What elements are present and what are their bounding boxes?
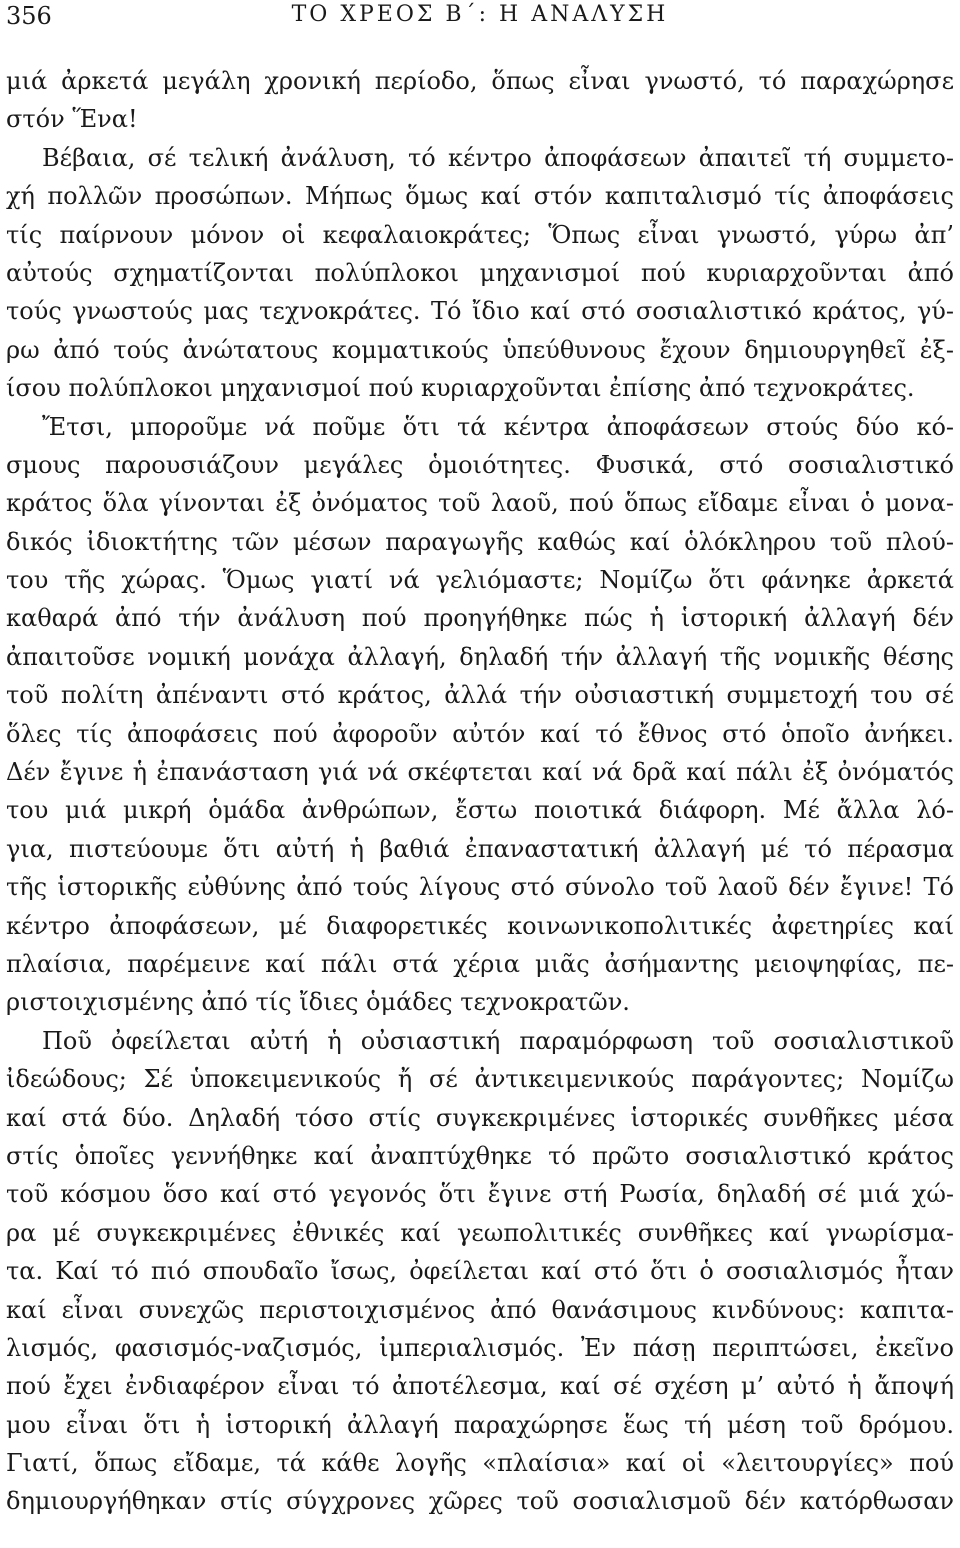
text-line: Βέβαια, σέ τελική ἀνάλυση, τό κέντρο ἀποφάσεων ἀπαιτεῖ τή συμμετο- [42, 143, 954, 172]
text-line: του μιά μικρή ὁμάδα ἀνθρώπων, ἔστω ποιοτικά διάφορη. Μέ ἄλλα λό- [6, 796, 954, 825]
text-line: Ποῦ ὀφείλεται αὐτή ἡ οὐσιαστική παραμόρφωση τοῦ σοσιαλιστικοῦ [42, 1026, 954, 1055]
text-line: αὐτούς σχηματίζονται πολύπλοκοι μηχανισμοί πού κυριαρχοῦνται ἀπό [6, 258, 954, 287]
text-line: μιά ἀρκετά μεγάλη χρονική περίοδο, ὅπως εἶναι γνωστό, τό παραχώρησε [6, 67, 954, 95]
text-line: πού ἔχει ἐνδιαφέρον εἶναι τό ἀποτέλεσμα, καί σέ σχέση μ’ αὐτό ἡ ἄποψή [6, 1372, 954, 1401]
text-line: ἀπαιτοῦσε νομική μονάχα ἀλλαγή, δηλαδή τήν ἀλλαγή τῆς νομικῆς θέσης [6, 642, 954, 671]
text-line: λισμός, φασισμός-ναζισμός, ἰμπεριαλισμός. Ἐν πάσῃ περιπτώσει, ἐκεῖνο [6, 1333, 954, 1362]
text-line: τίς παίρνουν μόνον οἱ κεφαλαιοκράτες; Ὅπως εἶναι γνωστό, γύρω ἀπ’ [6, 220, 954, 249]
text-line: καί στά δύο. Δηλαδή τόσο στίς συγκεκριμένες ἱστορικές συνθῆκες μέσα [6, 1103, 954, 1132]
text-line: δικός ἰδιοκτήτης τῶν μέσων παραγωγῆς καθώς καί ὁλόκληρου τοῦ πλού- [6, 527, 954, 556]
text-line: ρα μέ συγκεκριμένες ἐθνικές καί γεωπολιτικές συνθῆκες καί γνωρίσμα- [6, 1218, 954, 1247]
text-line: σμους παρουσιάζουν μεγάλες ὁμοιότητες. Φυσικά, στό σοσιαλιστικό [6, 450, 954, 479]
body-text [6, 62, 954, 1521]
text-line: ίσου πολύπλοκοι μηχανισμοί πού κυριαρχοῦνται ἐπίσης ἀπό τεχνοκράτες. [6, 374, 915, 403]
text-line: ὅλες τίς ἀποφάσεις πού ἀφοροῦν αὐτόν καί τό ἔθνος στό ὁποῖο ἀνήκει. [6, 719, 954, 748]
text-line: τοῦ κόσμου ὅσο καί στό γεγονός ὅτι ἔγινε στή Ρωσία, δηλαδή σέ μιά χώ- [6, 1180, 954, 1209]
text-line: κράτος ὅλα γίνονται ἐξ ὀνόματος τοῦ λαοῦ, πού ὅπως εἴδαμε εἶναι ὁ μονα- [6, 489, 954, 518]
text-line: Γιατί, ὅπως εἴδαμε, τά κάθε λογῆς «πλαίσια» καί οἱ «λειτουργίες» πού [6, 1449, 954, 1478]
text-line: κέντρο ἀποφάσεων, μέ διαφορετικές κοινωνικοπολιτικές ἀφετηρίες καί [6, 911, 954, 940]
page-header [6, 2, 954, 42]
text-line: χή πολλῶν προσώπων. Μήπως ὅμως καί στόν καπιταλισμό τίς ἀποφάσεις [6, 182, 954, 211]
text-line: τούς γνωστούς μας τεχνοκράτες. Τό ἴδιο καί στό σοσιαλιστικό κράτος, γύ- [6, 297, 954, 326]
text-line: ρω ἀπό τούς ἀνώτατους κομματικούς ὑπεύθυνους ἔχουν δημιουργηθεῖ ἐξ- [6, 335, 954, 364]
text-line: μου εἶναι ὅτι ἡ ἱστορική ἀλλαγή παραχώρησε ἕως τή μέση τοῦ δρόμου. [6, 1410, 954, 1439]
text-line: τῆς ἱστορικῆς εὐθύνης ἀπό τούς λίγους στό σύνολο τοῦ λαοῦ δέν ἔγινε! Τό [6, 873, 954, 902]
text-line: του τῆς χώρας. Ὅμως γιατί νά γελιόμαστε; Νομίζω ὅτι φάνηκε ἀρκετά [6, 566, 954, 595]
text-line: Δέν ἔγινε ἡ ἐπανάσταση γιά νά σκέφτεται καί νά δρᾶ καί πάλι ἐξ ὀνόματός [6, 758, 954, 787]
text-line: ριστοιχισμένης ἀπό τίς ἴδιες ὁμάδες τεχνοκρατῶν. [6, 988, 630, 1017]
text-line: καί εἶναι συνεχῶς περιστοιχισμένος ἀπό θανάσιμους κινδύνους: καπιτα- [6, 1295, 954, 1324]
text-line: ἰδεώδους; Σέ ὑποκειμενικούς ἤ σέ ἀντικειμενικούς παράγοντες; Νομίζω [6, 1065, 954, 1094]
text-line: δημιουργήθηκαν στίς σύγχρονες χῶρες τοῦ σοσιαλισμοῦ δέν κατόρθωσαν [6, 1487, 954, 1516]
text-line: για, πιστεύουμε ὅτι αὐτή ἡ βαθιά ἐπαναστατική ἀλλαγή μέ τό πέρασμα [6, 834, 954, 863]
text-line: τα. Καί τό πιό σπουδαῖο ἴσως, ὀφείλεται καί στό ὅτι ὁ σοσιαλισμός ἦταν [6, 1257, 954, 1286]
text-line: πλαίσια, παρέμεινε καί πάλι στά χέρια μιᾶς ἀσήμαντης μειοψηφίας, πε- [6, 949, 954, 978]
running-head: ΤΟ ΧΡΕΟΣ Β΄: Η ΑΝΑΛΥΣΗ [291, 2, 669, 27]
text-line: στίς ὁποῖες γεννήθηκε καί ἀναπτύχθηκε τό πρῶτο σοσιαλιστικό κράτος [6, 1141, 954, 1170]
text-line: τοῦ πολίτη ἀπέναντι στό κράτος, ἀλλά τήν οὐσιαστική συμμετοχή του σέ [6, 681, 954, 710]
page-number: 356 [6, 2, 52, 30]
text-line: Ἔτσι, μποροῦμε νά ποῦμε ὅτι τά κέντρα ἀποφάσεων στούς δύο κό- [42, 412, 954, 441]
text-line: καθαρά ἀπό τήν ἀνάλυση πού προηγήθηκε πώς ἡ ἱστορική ἀλλαγή δέν [6, 604, 954, 633]
text-line: στόν Ἕνα! [6, 105, 138, 134]
